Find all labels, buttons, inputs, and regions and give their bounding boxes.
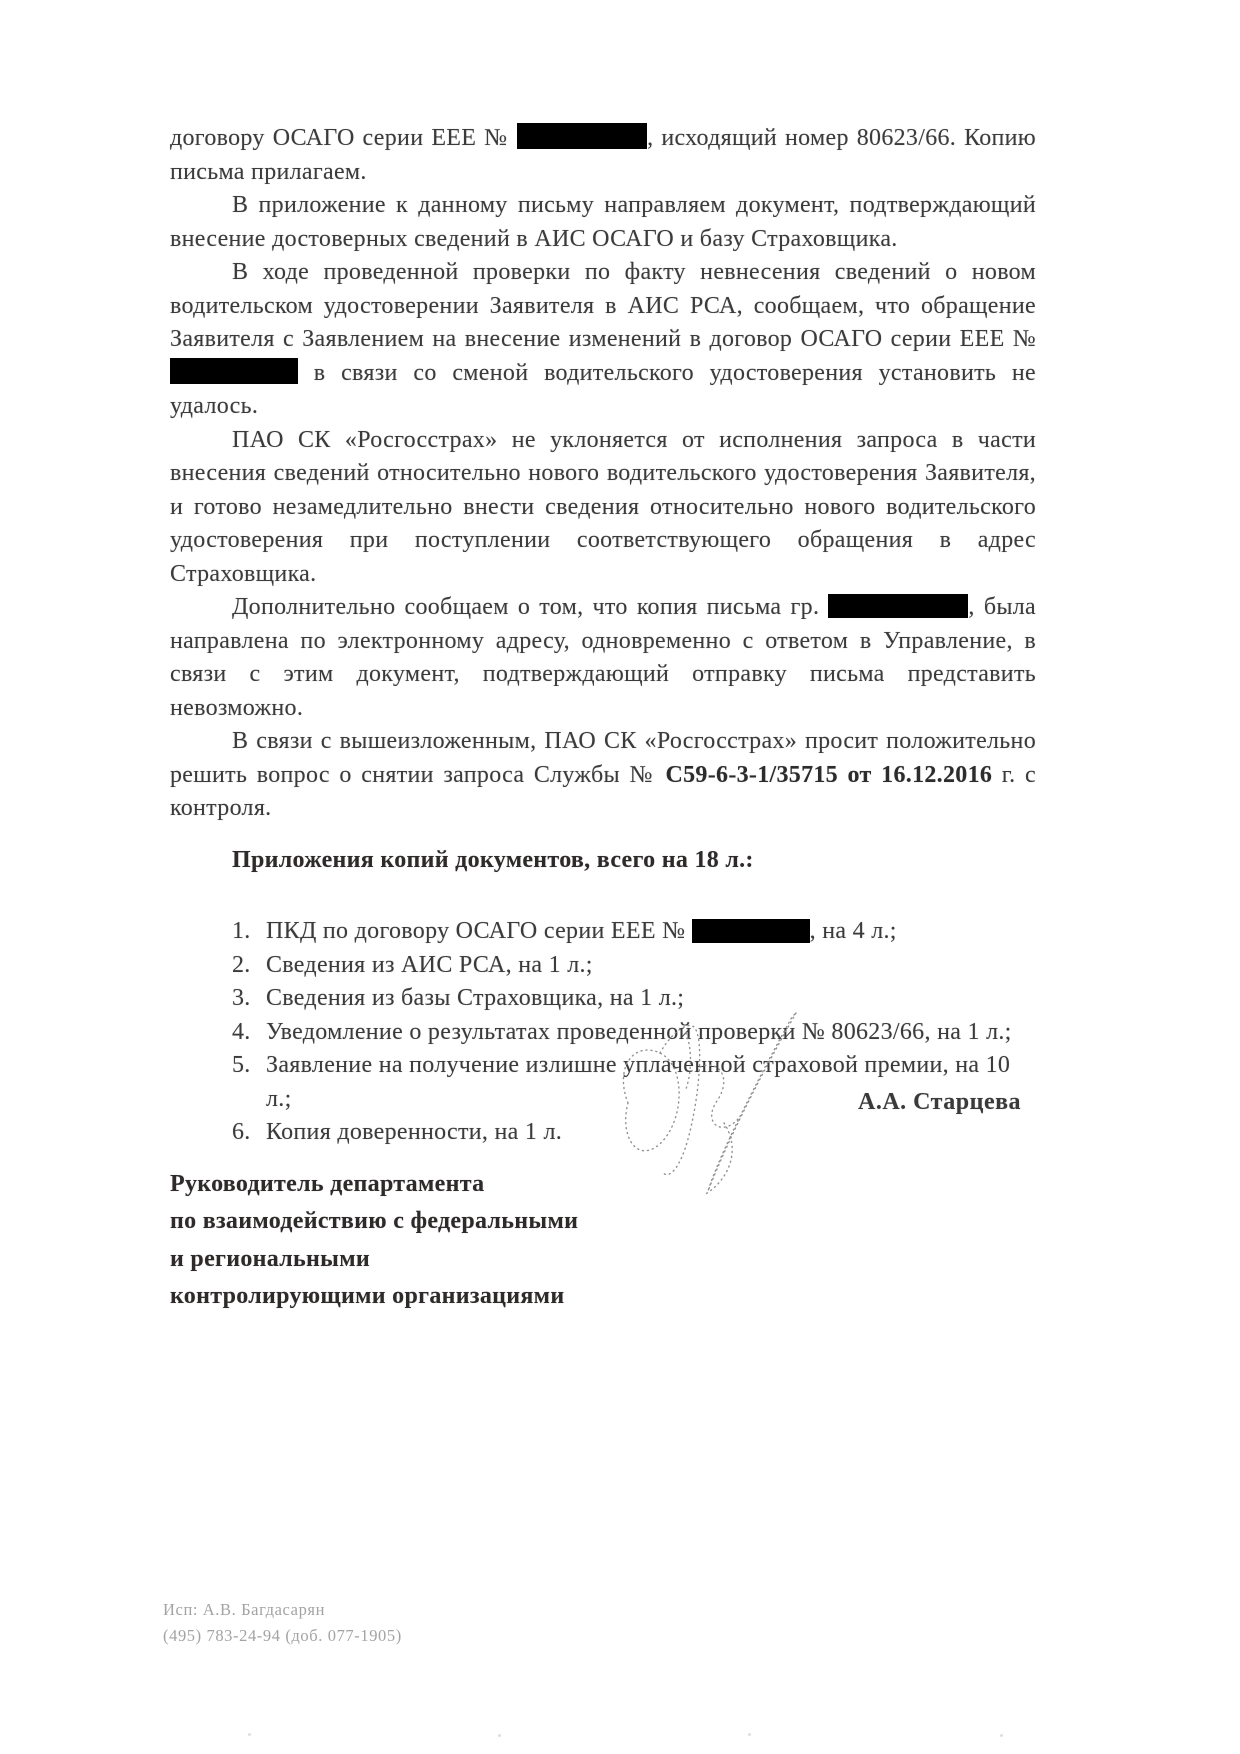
paragraph: ПАО СК «Росгосстрах» не уклоняется от исполнения запроса в части внесения сведений относительно нового водительского удостоверения Заявителя, и готово незамедлительно внести сведения относительно нового водительского удостоверения при поступлении соответствующего обращения в адрес Страховщика. xyxy=(170,426,1036,587)
signatory-title-line: Руководитель департамента xyxy=(170,1170,485,1197)
list-item-number: 1. xyxy=(232,918,251,944)
list-item-number: 3. xyxy=(232,985,251,1011)
list-item-number: 6. xyxy=(232,1119,251,1145)
list-item-text: Сведения из базы Страховщика, на 1 л.; xyxy=(266,985,685,1011)
paragraph-text: , была направлена по электронному адресу, одновременно с ответом в Управление, в связи с этим документ, подтверждающий отправку письма представить невозможно. xyxy=(170,594,1036,721)
list-item-text: Уведомление о результатах проведенной проверки № 80623/66, на 1 л.; xyxy=(266,1018,1012,1045)
paragraph-text: договору ОСАГО серии ЕЕЕ № xyxy=(170,125,518,151)
executor-name: Исп: А.В. Багдасарян xyxy=(163,1600,326,1619)
paragraph-text: в связи со сменой водительского удостоверения установить не удалось. xyxy=(170,359,1036,419)
scan-speck xyxy=(748,1733,751,1736)
paragraph-text: В ходе проведенной проверки по факту невнесения сведений о новом водительском удостоверении Заявителя в АИС РСА, сообщаем, что обращение Заявителя с Заявлением на внесение изменений в договор ОСАГО серии ЕЕЕ № xyxy=(170,259,1036,352)
list-item-text xyxy=(266,915,1036,949)
signatory-title-line: по взаимодействию с федеральными xyxy=(170,1208,579,1234)
paragraph xyxy=(170,256,1036,424)
scan-speck xyxy=(248,1733,251,1736)
redaction-block xyxy=(692,919,810,943)
list-item xyxy=(170,949,1036,983)
paragraph-text: Дополнительно сообщаем о том, что копия письма гр. xyxy=(232,594,829,620)
list-item-text-pre: ПКД по договору ОСАГО серии ЕЕЕ № xyxy=(266,918,692,944)
paragraph-text: В связи с вышеизложенным, ПАО СК «Росгосстрах» просит положительно решить вопрос о снятии запроса Службы № xyxy=(170,728,1036,788)
paragraph xyxy=(170,591,1036,725)
list-item-text: Сведения из АИС РСА, на 1 л.; xyxy=(266,951,593,978)
list-item-text: Копия доверенности, на 1 л. xyxy=(266,1119,563,1145)
redaction-block xyxy=(828,594,968,618)
paragraph-continuation xyxy=(170,122,1036,189)
list-item-text-post: , на 4 л.; xyxy=(809,918,897,944)
request-number: С59-6-3-1/35715 от 16.12.2016 xyxy=(665,761,993,788)
handwritten-signature xyxy=(600,1005,810,1200)
list-item-number: 5. xyxy=(232,1052,251,1078)
executor-phone: (495) 783-24-94 (доб. 077-1905) xyxy=(163,1626,402,1645)
paragraph-text: , исходящий номер 80623/66. Копию письма прилагаем. xyxy=(170,125,1037,185)
list-item xyxy=(170,915,1036,949)
scan-speck xyxy=(498,1734,501,1737)
paragraph xyxy=(170,725,1036,826)
scan-speck xyxy=(1000,1734,1003,1737)
executor-footer xyxy=(163,1597,402,1649)
signatory-name: А.А. Старцева xyxy=(858,1089,1022,1115)
paragraph: В приложение к данному письму направляем документ, подтверждающий внесение достоверных сведений в АИС ОСАГО и базу Страховщика. xyxy=(170,192,1036,252)
signatory-title-line: контролирующими организациями xyxy=(170,1283,565,1309)
signatory-title-line: и региональными xyxy=(170,1245,370,1272)
list-item-text: Заявление на получение излишне уплаченной страховой премии, на 10 л.; xyxy=(266,1052,1011,1112)
redaction-block xyxy=(170,358,298,384)
redaction-block xyxy=(517,123,647,149)
list-item-number: 4. xyxy=(232,1018,251,1045)
attachments-heading: Приложения копий документов, всего на 18 л.: xyxy=(232,846,754,873)
paragraph-text: г. с контроля. xyxy=(170,761,1036,821)
list-item-number: 2. xyxy=(232,951,251,978)
